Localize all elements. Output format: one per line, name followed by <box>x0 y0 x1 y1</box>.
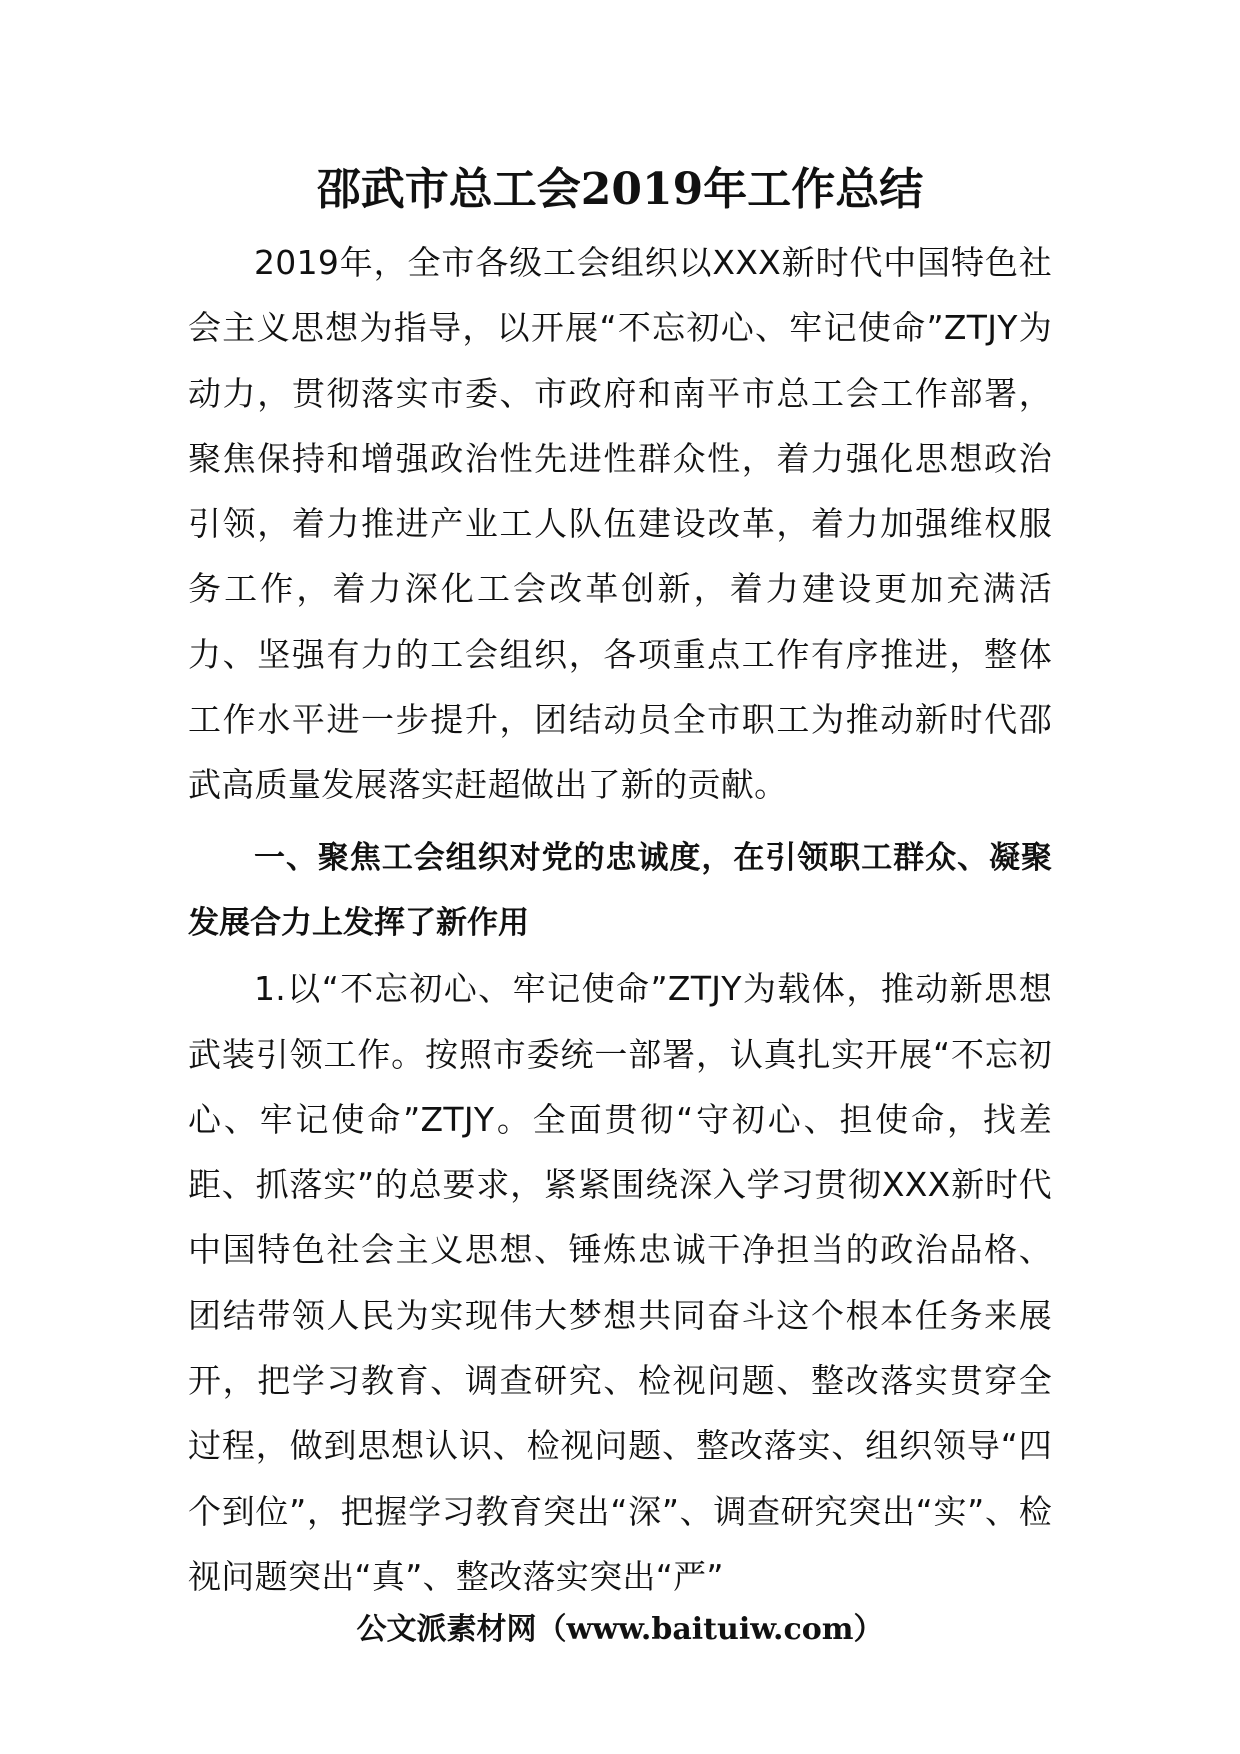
intro-paragraph: 2019年，全市各级工会组织以XXX新时代中国特色社会主义思想为指导，以开展“不忘初心、牢记使命”ZTJY为动力，贯彻落实市委、市政府和南平市总工会工作部署，聚焦保持和增强政治性先进性群众性，着力强化思想政治引领，着力推进产业工人队伍建设改革，着力加强维权服务工作，着力深化工会改革创新，着力建设更加充满活力、坚强有力的工会组织，各项重点工作有序推进，整体工作水平进一步提升，团结动员全市职工为推动新时代邵武高质量发展落实赶超做出了新的贡献。 <box>188 243 1052 805</box>
document-body <box>188 230 1052 1609</box>
footer-watermark: 公文派素材网（www.baituiw.com） <box>356 1612 884 1647</box>
paragraph-gap <box>188 818 1052 826</box>
document-title: 邵武市总工会2019年工作总结 <box>316 164 924 215</box>
section-paragraph: 1.以“不忘初心、牢记使命”ZTJY为载体，推动新思想武装引领工作。按照市委统一部署，认真扎实开展“不忘初心、牢记使命”ZTJY。全面贯彻“守初心、担使命，找差距、抓落实”的总要求，紧紧围绕深入学习贯彻XXX新时代中国特色社会主义思想、锤炼忠诚干净担当的政治品格、团结带领人民为实现伟大梦想共同奋斗这个根本任务来展开，把学习教育、调查研究、检视问题、整改落实贯穿全过程，做到思想认识、检视问题、整改落实、组织领导“四个到位”，把握学习教育突出“深”、调查研究突出“实”、检视问题突出“真”、整改落实突出“严” <box>188 969 1052 1596</box>
section-heading: 一、聚焦工会组织对党的忠诚度，在引领职工群众、凝聚发展合力上发挥了新作用 <box>188 839 1052 941</box>
